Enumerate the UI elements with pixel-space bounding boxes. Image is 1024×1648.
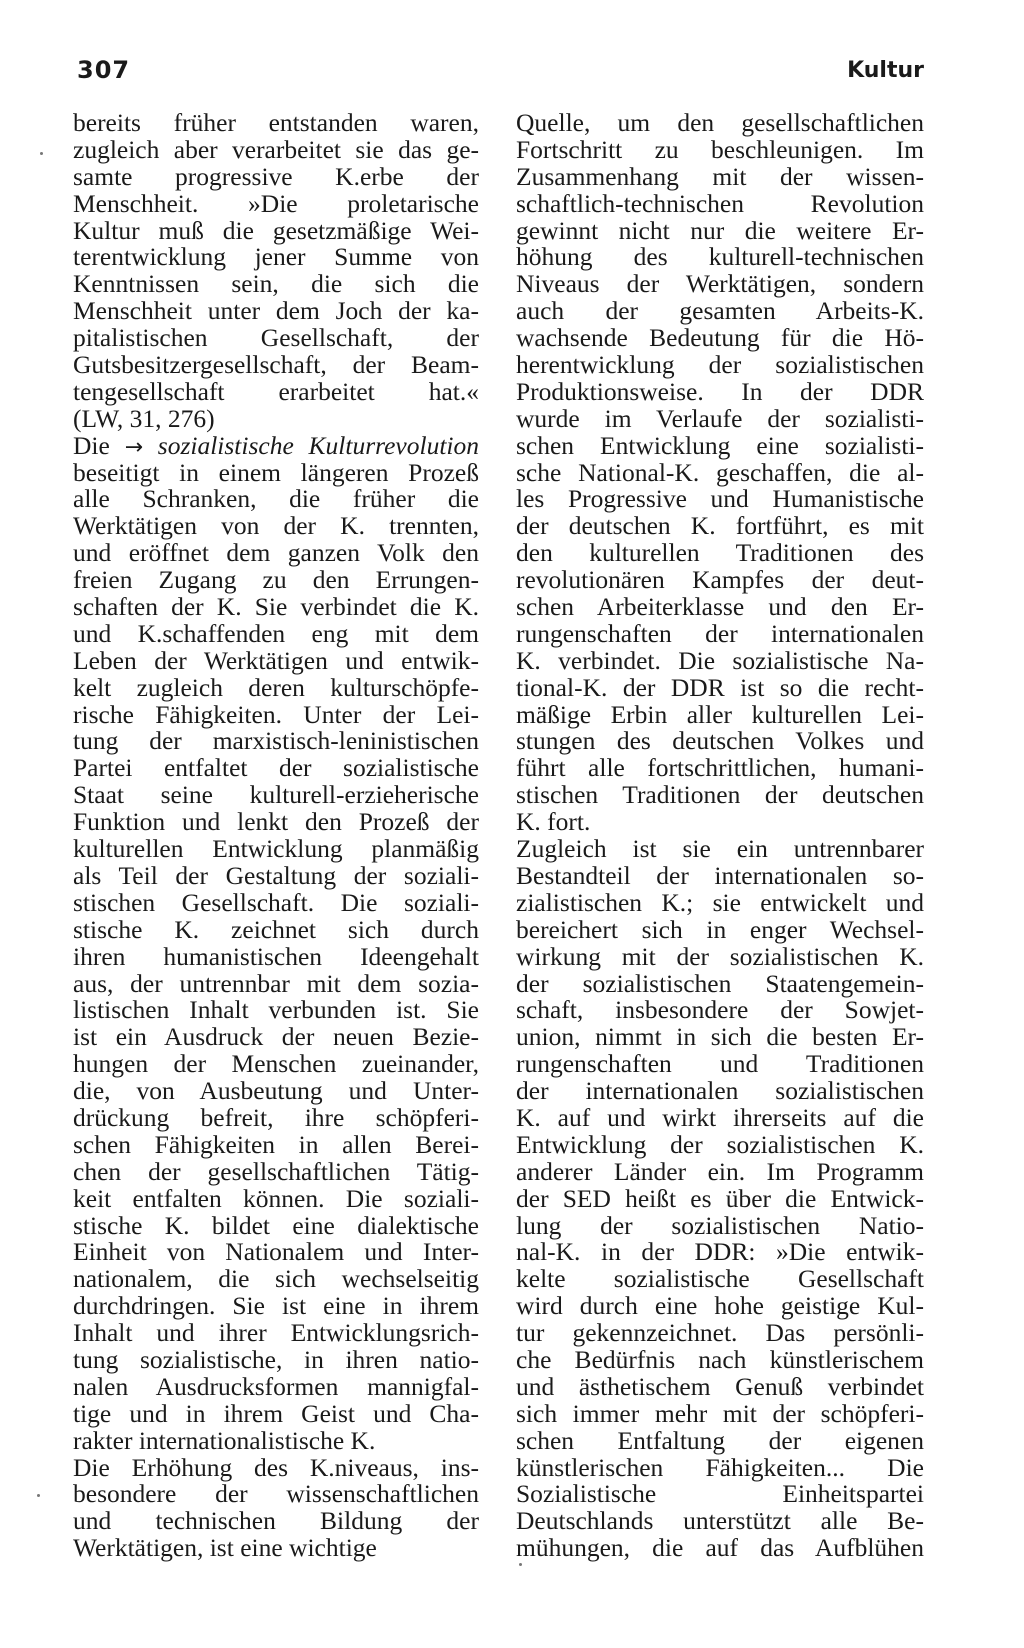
text-line: Bestandteil der internationalen so- <box>516 860 924 890</box>
text-line: terentwicklung jener Summe von <box>73 242 479 272</box>
text-line: sche National-K. geschaffen, die al- <box>516 457 924 487</box>
text-line: Niveaus der Werktätigen, sondern <box>516 269 924 299</box>
text-line: Produktionsweise. In der DDR <box>516 376 924 406</box>
text-line: les Progressive und Humanistische <box>516 484 924 514</box>
text-line: als Teil der Gestaltung der soziali- <box>73 860 479 890</box>
text-line: die, von Ausbeutung und Unter- <box>73 1076 479 1106</box>
line-prefix: Die <box>73 430 110 460</box>
text-line: Funktion und lenkt den Prozeß der <box>73 807 479 837</box>
text-line: Menschheit. »Die proletarische <box>73 188 479 218</box>
text-line: stische K. zeichnet sich durch <box>73 914 479 944</box>
text-line: nalen Ausdrucksformen mannigfal- <box>73 1371 479 1401</box>
text-line: union, nimmt in sich die besten Er- <box>516 1022 924 1052</box>
text-line: Einheit von Nationalem und Inter- <box>73 1237 479 1267</box>
text-line: wirkung mit der sozialistischen K. <box>516 941 924 971</box>
text-line: Zusammenhang mit der wissen- <box>516 161 924 191</box>
text-line: mäßige Erbin aller kulturellen Lei- <box>516 699 924 729</box>
text-line: Werktätigen von der K. trennten, <box>73 511 479 541</box>
scan-speck <box>40 152 43 155</box>
cross-reference-term: sozialistische Kulturrevolution <box>157 430 479 460</box>
text-line: pitalistischen Gesellschaft, der <box>73 323 479 353</box>
left-text-column <box>73 110 479 1562</box>
text-line: Gutsbesitzergesellschaft, der Beam- <box>73 350 479 380</box>
text-line: zialistischen K.; sie entwickelt und <box>516 887 924 917</box>
text-line: wachsende Bedeutung für die Hö- <box>516 323 924 353</box>
scan-speck <box>37 1494 40 1497</box>
text-line: schen Arbeiterklasse und den Er- <box>516 592 924 622</box>
text-line: Leben der Werktätigen und entwik- <box>73 645 479 675</box>
text-line: (LW, 31, 276) <box>73 403 215 433</box>
text-line: schen Fähigkeiten in allen Berei- <box>73 1129 479 1159</box>
text-line: beseitigt in einem längeren Prozeß <box>73 457 479 487</box>
text-line: der sozialistischen Staatengemein- <box>516 968 924 998</box>
text-line: wurde im Verlaufe der sozialisti- <box>516 403 924 433</box>
text-line: nationalem, die sich wechselseitig <box>73 1264 479 1294</box>
text-line: revolutionären Kampfes der deut- <box>516 565 924 595</box>
text-line: rakter internationalistische K. <box>73 1425 376 1455</box>
text-line: auch der gesamten Arbeits-K. <box>516 296 924 326</box>
text-line: stische K. bildet eine dialektische <box>73 1210 479 1240</box>
text-line: bereits früher entstanden waren, <box>73 108 479 137</box>
text-line: che Bedürfnis nach künstlerischem <box>516 1344 924 1374</box>
text-line: rische Fähigkeiten. Unter der Lei- <box>73 699 479 729</box>
text-line: wird durch eine hohe geistige Kul- <box>516 1291 924 1321</box>
text-line: Partei entfaltet der sozialistische <box>73 753 479 783</box>
text-line: Menschheit unter dem Joch der ka- <box>73 296 479 326</box>
text-line: ist ein Ausdruck der neuen Bezie- <box>73 1022 479 1052</box>
text-line: schaftlich-technischen Revolution <box>516 188 924 218</box>
text-line: der SED heißt es über die Entwick- <box>516 1183 924 1213</box>
text-line: tige und in ihrem Geist und Cha- <box>73 1398 479 1428</box>
text-line: schaft, insbesondere der Sowjet- <box>516 995 924 1025</box>
text-line: tung der marxistisch-leninistischen <box>73 726 479 756</box>
text-line: alle Schranken, die früher die <box>73 484 479 514</box>
text-line: herentwicklung der sozialistischen <box>516 350 924 380</box>
right-text-column <box>516 110 924 1562</box>
text-line-term <box>73 430 479 460</box>
text-line: Zugleich ist sie ein untrennbarer <box>516 834 924 864</box>
text-line: anderer Länder ein. Im Programm <box>516 1156 924 1186</box>
text-line: tional-K. der DDR ist so die recht- <box>516 672 924 702</box>
text-line: freien Zugang zu den Errungen- <box>73 565 479 595</box>
text-line: besondere der wissenschaftlichen <box>73 1479 479 1509</box>
text-line: der deutschen K. fortführt, es mit <box>516 511 924 541</box>
text-line: und K.schaffenden eng mit dem <box>73 618 479 648</box>
text-line: samte progressive K.erbe der <box>73 161 479 191</box>
text-line: gewinnt nicht nur die weitere Er- <box>516 215 924 245</box>
text-line: tengesellschaft erarbeitet hat.« <box>73 376 479 406</box>
text-line: künstlerischen Fähigkeiten... Die <box>516 1452 924 1482</box>
text-line: stischen Gesellschaft. Die soziali- <box>73 887 479 917</box>
text-line: stischen Traditionen der deutschen <box>516 780 924 810</box>
text-line: K. auf und wirkt ihrerseits auf die <box>516 1102 924 1132</box>
text-line: Deutschlands unterstützt alle Be- <box>516 1506 924 1536</box>
text-line: stungen des deutschen Volkes und <box>516 726 924 756</box>
text-line: listischen Inhalt verbunden ist. Sie <box>73 995 479 1025</box>
text-line: Quelle, um den gesellschaftlichen <box>516 108 924 137</box>
text-line: Staat seine kulturell-erzieherische <box>73 780 479 810</box>
text-line: höhung des kulturell-technischen <box>516 242 924 272</box>
text-line: aus, der untrennbar mit dem sozia- <box>73 968 479 998</box>
text-line: Fortschritt zu beschleunigen. Im <box>516 134 924 164</box>
text-line: Kultur muß die gesetzmäßige Wei- <box>73 215 479 245</box>
text-line: kelt zugleich deren kulturschöpfe- <box>73 672 479 702</box>
text-line: Kenntnissen sein, die sich die <box>73 269 479 299</box>
text-line: tung sozialistische, in ihren natio- <box>73 1344 479 1374</box>
text-line: kelte sozialistische Gesellschaft <box>516 1264 924 1294</box>
text-line: sich immer mehr mit der schöpferi- <box>516 1398 924 1428</box>
text-line: K. fort. <box>516 807 591 837</box>
text-line: mühungen, die auf das Aufblühen <box>516 1533 924 1563</box>
text-line: und ästhetischem Genuß verbindet <box>516 1371 924 1401</box>
text-line: hungen der Menschen zueinander, <box>73 1049 479 1079</box>
text-line: schaften der K. Sie verbindet die K. <box>73 592 479 622</box>
text-line: und eröffnet dem ganzen Volk den <box>73 538 479 568</box>
text-line: und technischen Bildung der <box>73 1506 479 1536</box>
text-line: schen Entwicklung eine sozialisti- <box>516 430 924 460</box>
text-line: Sozialistische Einheitspartei <box>516 1479 924 1509</box>
text-line: Werktätigen, ist eine wichtige <box>73 1533 377 1563</box>
text-line: kulturellen Entwicklung planmäßig <box>73 834 479 864</box>
page-number: 307 <box>77 56 131 84</box>
cross-reference-arrow-icon: → <box>124 434 144 460</box>
text-line: den kulturellen Traditionen des <box>516 538 924 568</box>
text-line: Die Erhöhung des K.niveaus, ins- <box>73 1452 479 1482</box>
text-line: ihren humanistischen Ideengehalt <box>73 941 479 971</box>
text-line: nal-K. in der DDR: »Die entwik- <box>516 1237 924 1267</box>
text-line: K. verbindet. Die sozialistische Na- <box>516 645 924 675</box>
text-line: Inhalt und ihrer Entwicklungsrich- <box>73 1318 479 1348</box>
text-line: lung der sozialistischen Natio- <box>516 1210 924 1240</box>
text-line: der internationalen sozialistischen <box>516 1076 924 1106</box>
text-line: schen Entfaltung der eigenen <box>516 1425 924 1455</box>
text-line: zugleich aber verarbeitet sie das ge- <box>73 134 479 164</box>
running-head: Kultur <box>847 58 924 83</box>
text-line: keit entfalten können. Die soziali- <box>73 1183 479 1213</box>
text-line: Entwicklung der sozialistischen K. <box>516 1129 924 1159</box>
text-line: rungenschaften und Traditionen <box>516 1049 924 1079</box>
text-line: rungenschaften der internationalen <box>516 618 924 648</box>
text-line: tur gekennzeichnet. Das persönli- <box>516 1318 924 1348</box>
text-line: chen der gesellschaftlichen Tätig- <box>73 1156 479 1186</box>
text-line: drückung befreit, ihre schöpferi- <box>73 1102 479 1132</box>
text-line: durchdringen. Sie ist eine in ihrem <box>73 1291 479 1321</box>
text-line: führt alle fortschrittlichen, humani- <box>516 753 924 783</box>
text-line: bereichert sich in enger Wechsel- <box>516 914 924 944</box>
scan-speck <box>519 1563 522 1566</box>
